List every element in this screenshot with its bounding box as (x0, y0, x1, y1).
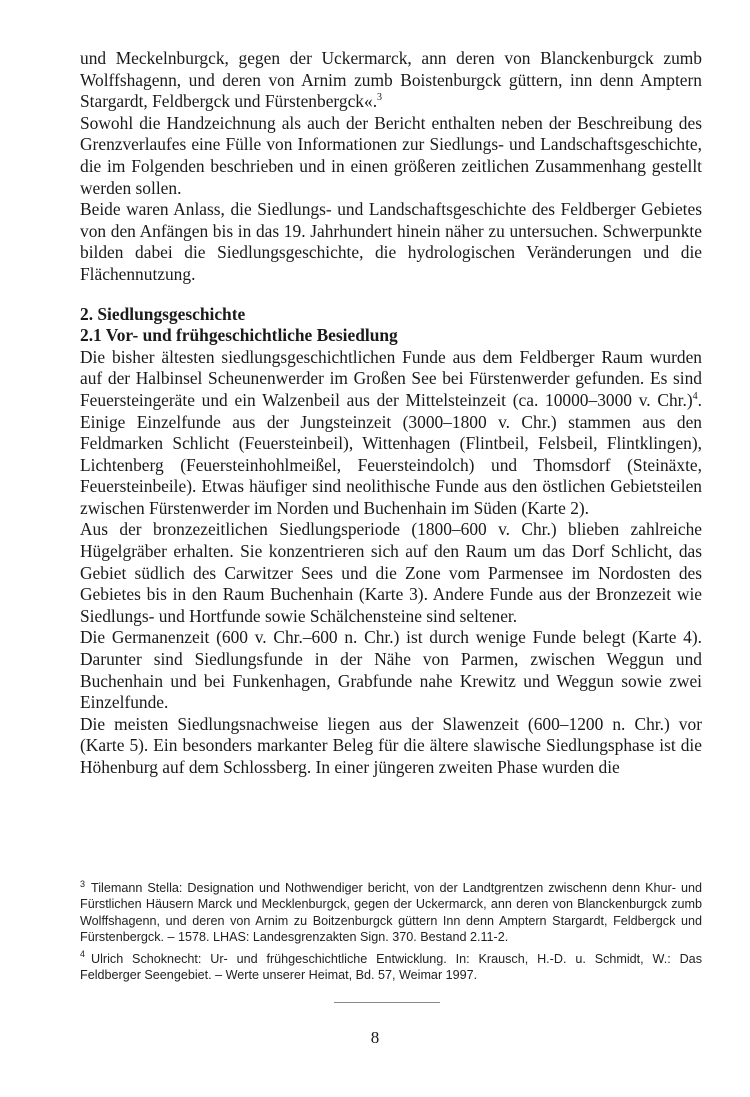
paragraph (80, 347, 702, 520)
body-text (80, 48, 702, 779)
footnote (80, 880, 702, 946)
paragraph (80, 48, 702, 113)
page-number: 8 (370, 1028, 380, 1047)
paragraph: Aus der bronzezeitlichen Siedlungsperiode (1800–600 v. Chr.) blieben zahlreiche Hügelgräber erhalten. Sie konzentrieren sich auf den Raum um das Dorf Schlicht, das Gebiet südlich des Carwitzer Sees und die Zone vom Parmensee im Nordosten des Gebietes bis in den Raum Buchenhain (Karte 3). Andere Funde aus der Bronzezeit wie Siedlungs- und Hortfunde sowie Schälchensteine sind seltener. (80, 519, 702, 626)
footnote-reference: 3 (377, 92, 383, 104)
paragraph-text: . Einige Einzelfunde aus der Jungsteinzeit (3000–1800 v. Chr.) stammen aus den Feldmarken Schlicht (Feuersteinbeil), Wittenhagen (Flintbeil, Felsbeil, Flintklingen), Lichtenberg (Feuersteinhohlmeißel, Feuersteindolch) und Thomsdorf (Steinäxte, Feuersteinbeile). Etwas häufiger sind neolithische Funde aus den östlichen Gebietsteilen zwischen Fürstenwerder im Norden und Buchenhain im Süden (Karte 2). (80, 389, 702, 518)
divider (334, 1002, 440, 1003)
subsection-heading: 2.1 Vor- und frühgeschichtliche Besiedlung (80, 325, 398, 346)
footnote-reference: 4 (692, 391, 698, 403)
paragraph: Beide waren Anlass, die Siedlungs- und Landschaftsgeschichte des Feldberger Gebietes von den Anfängen bis in das 19. Jahrhundert hinein näher zu untersuchen. Schwerpunkte bilden dabei die Siedlungsgeschichte, die hydrologischen Veränderungen und die Flächennutzung. (80, 199, 702, 284)
paragraph: Die meisten Siedlungsnachweise liegen aus der Slawenzeit (600–1200 n. Chr.) vor (Karte 5). Ein besonders markanter Beleg für die ältere slawische Siedlungsphase ist die Höhenburg auf dem Schlossberg. In einer jüngeren zweiten Phase wurden die (80, 713, 702, 777)
paragraph: Sowohl die Handzeichnung als auch der Bericht enthalten neben der Beschreibung des Grenzverlaufes eine Fülle von Informationen zur Siedlungs- und Landschaftsgeschichte, die im Folgenden beschrieben und in einen größeren zeitlichen Zusammenhang gestellt werden sollen. (80, 112, 702, 198)
footnote-number: 3 (80, 878, 86, 889)
section-heading: 2. Siedlungsgeschichte (80, 303, 246, 324)
paragraph: Die Germanenzeit (600 v. Chr.–600 n. Chr.) ist durch wenige Funde belegt (Karte 4). Darunter sind Siedlungsfunde in der Nähe von Parmen, zwischen Weggun und Buchenhain und bei Funkenhagen, Grabfunde nahe Krewitz und Weggun sowie zwei Einzelfunde. (80, 627, 702, 713)
footnotes (80, 880, 702, 988)
paragraph-text: und Meckelnburgck, gegen der Uckermarck, ann deren von Blanckenburgck zumb Wolffshagenn, und deren von Arnim zumb Boistenburgck güttern, inn denn Amptern Stargardt, Feldbergck und Fürstenbergck«. (80, 48, 702, 112)
footnote (80, 951, 702, 984)
footnote-text: Tilemann Stella: Designation und Nothwendiger bericht, von der Landtgrentzen zwischenn denn Khur- und Fürstlichen Häusern Marck und Mecklenburgck, gegen der Uckermarck, ann deren von Blanckenburgck zumb Wolffshagenn, und deren von Arnim zu Boitzenburgck güttern Inn denn Amptern Stargardt, Feldbergck und Fürstenbergck. – 1578. LHAS: Landesgrenzakten Sign. 370. Bestand 2.11-2. (80, 881, 702, 945)
footnote-text: Ulrich Schoknecht: Ur- und frühgeschichtliche Entwicklung. In: Krausch, H.-D. u. Schmidt, W.: Das Feldberger Seengebiet. – Werte unserer Heimat, Bd. 57, Weimar 1997. (80, 951, 702, 983)
footnote-number: 4 (80, 949, 86, 960)
paragraph-text: Die bisher ältesten siedlungsgeschichtlichen Funde aus dem Feldberger Raum wurden auf der Halbinsel Scheunenwerder im Großen See bei Fürstenwerder gefunden. Es sind Feuersteingeräte und ein Walzenbeil aus der Mittelsteinzeit (ca. 10000–3000 v. Chr.) (80, 346, 702, 410)
